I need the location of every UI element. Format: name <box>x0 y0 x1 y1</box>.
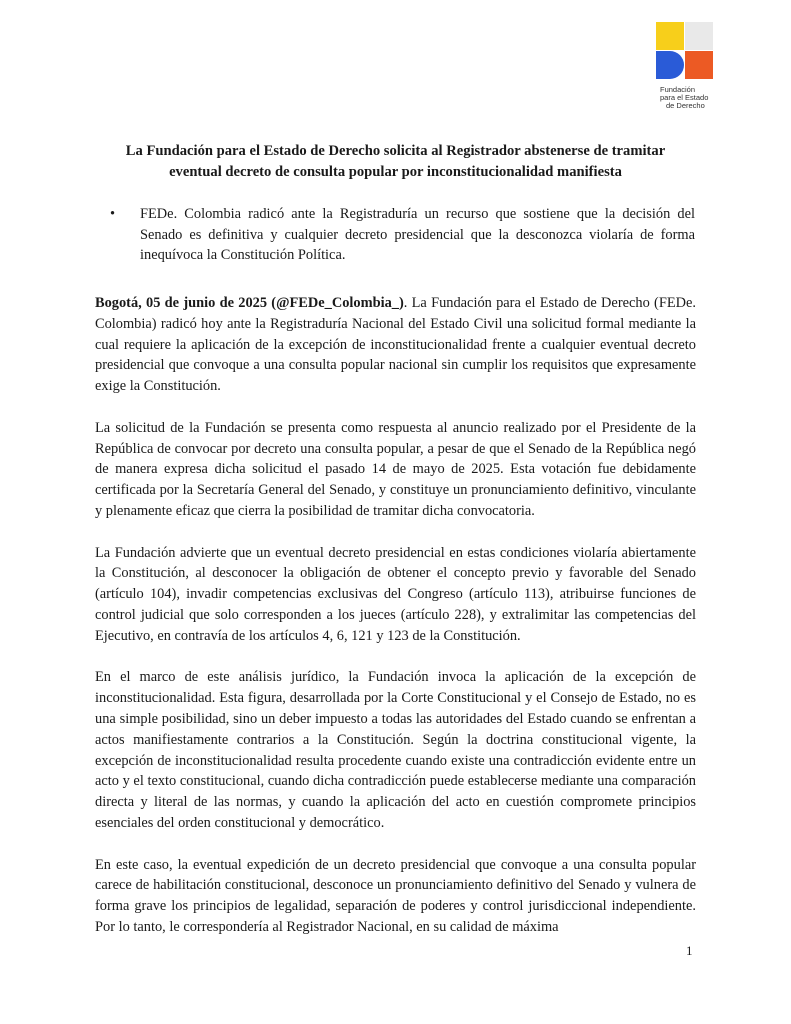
paragraph-1-text: . La Fundación para el Estado de Derecho (FEDe. Colombia) radicó hoy ante la Registraduría Nacional del Estado Civil una solicitud formal mediante la cual requiere la aplicación de la excepción de inconstitucionalidad frente a cualquier eventual decreto presidencial que convoque a una consulta popular nacional sin cumplir los requisitos que expresamente exige la Constitución. <box>95 295 696 395</box>
logo-text-line: de Derecho <box>666 101 705 110</box>
paragraph-3: La Fundación advierte que un eventual decreto presidencial en estas condiciones violaría abiertamente la Constitución, al desconocer la obligación de obtener el concepto previo y favorable del Senado (artículo 104), invadir competencias exclusivas del Congreso (artículo 113), atribuirse funciones de control judicial que solo corresponden a los jueces (artículo 228), y extralimitar las competencias del Ejecutivo, en contravía de los artículos 4, 6, 121 y 123 de la Constitución. <box>95 544 696 644</box>
document-title: La Fundación para el Estado de Derecho solicita al Registrador abstenerse de tramitar eventual decreto de consulta popular por inconstitucionalidad manifiesta <box>125 143 666 180</box>
paragraph-5: En este caso, la eventual expedición de un decreto presidencial que convoque a una consulta popular carece de habilitación constitucional, desconoce un pronunciamiento definitivo del Senado y vulnera de forma grave los principios de legalidad, separación de poderes y control jurisdiccional independiente. Por lo tanto, le correspondería al Registrador Nacional, en su calidad de máxima <box>95 856 696 935</box>
logo-text <box>660 86 730 110</box>
logo-gray-block <box>685 22 713 50</box>
paragraph-2: La solicitud de la Fundación se presenta como respuesta al anuncio realizado por el Presidente de la República de convocar por decreto una consulta popular, a pesar de que el Senado de la República negó de manera expresa dicha solicitud el pasado 14 de mayo de 2025. Esta votación fue debidamente certificada por la Secretaría General del Senado, y constituye un pronunciamiento definitivo, vinculante y plenamente eficaz que cierra la posibilidad de tramitar dicha convocatoria. <box>95 419 696 519</box>
dateline: Bogotá, 05 de junio de 2025 (@FEDe_Colombia_) <box>95 295 404 311</box>
document-body <box>95 293 696 959</box>
paragraph-4: En el marco de este análisis jurídico, la Fundación invoca la aplicación de la excepción de inconstitucionalidad. Esta figura, desarrollada por la Corte Constitucional y el Consejo de Estado, no es una simple posibilidad, sino un deber impuesto a todas las autoridades del Estado cuando se enfrentan a actos manifiestamente contrarios a la Constitución. Según la doctrina constitucional vigente, la excepción de inconstitucionalidad resulta procedente cuando existe una contradicción evidente entre un acto y el texto constitucional, cuando dicha contradicción puede establecerse mediante una comparación directa y literal de las normas, y cuando la aplicación del acto en cuestión compromete principios esenciales del orden constitucional y democrático. <box>95 669 696 831</box>
foundation-logo <box>656 22 718 84</box>
summary-bullet <box>110 204 695 266</box>
logo-text-line: para el Estado <box>660 93 709 102</box>
logo-blue-block <box>656 51 684 79</box>
logo-red-block <box>685 51 713 79</box>
page-number: 1 <box>686 943 693 958</box>
bullet-icon: • <box>110 206 116 222</box>
logo-yellow-block <box>656 22 684 50</box>
paragraph-1 <box>95 293 696 397</box>
logo-text-line: Fundación <box>660 85 696 94</box>
bullet-text: FEDe. Colombia radicó ante la Registraduría un recurso que sostiene que la decisión del Senado es definitiva y cualquier decreto presidencial que la desconozca violaría de forma inequívoca la Constitución Política. <box>140 206 695 263</box>
